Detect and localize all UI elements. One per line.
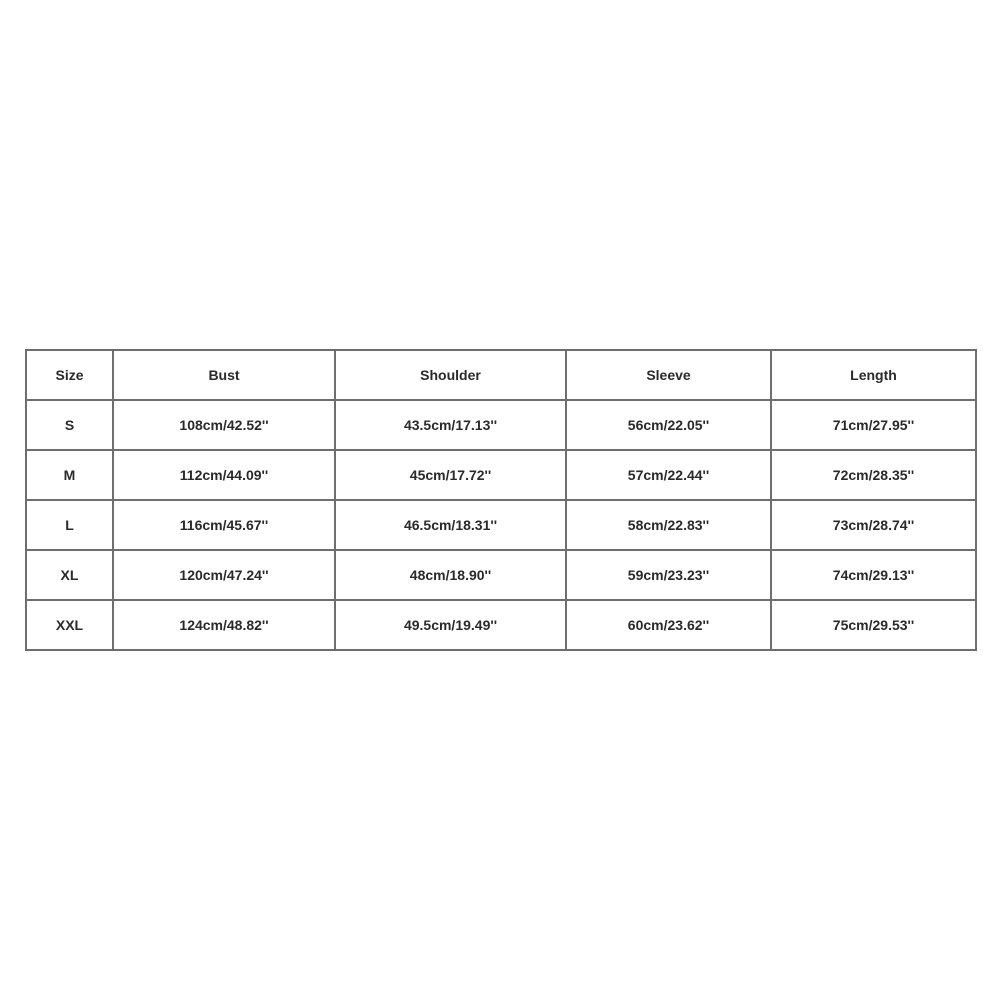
cell-length: 71cm/27.95'' [771,400,976,450]
cell-shoulder: 45cm/17.72'' [335,450,566,500]
cell-size: S [26,400,113,450]
cell-size: XL [26,550,113,600]
table-row [26,600,976,650]
size-chart-table [25,349,977,651]
cell-sleeve: 56cm/22.05'' [566,400,771,450]
cell-length: 73cm/28.74'' [771,500,976,550]
cell-sleeve: 58cm/22.83'' [566,500,771,550]
header-length: Length [771,350,976,400]
cell-length: 72cm/28.35'' [771,450,976,500]
cell-shoulder: 46.5cm/18.31'' [335,500,566,550]
header-bust: Bust [113,350,335,400]
table-row [26,400,976,450]
cell-size: M [26,450,113,500]
cell-sleeve: 60cm/23.62'' [566,600,771,650]
cell-sleeve: 59cm/23.23'' [566,550,771,600]
cell-length: 74cm/29.13'' [771,550,976,600]
table-row [26,450,976,500]
cell-size: L [26,500,113,550]
cell-sleeve: 57cm/22.44'' [566,450,771,500]
cell-bust: 120cm/47.24'' [113,550,335,600]
table-row [26,500,976,550]
table-header-row [26,350,976,400]
cell-shoulder: 48cm/18.90'' [335,550,566,600]
cell-shoulder: 43.5cm/17.13'' [335,400,566,450]
cell-shoulder: 49.5cm/19.49'' [335,600,566,650]
header-sleeve: Sleeve [566,350,771,400]
cell-bust: 112cm/44.09'' [113,450,335,500]
cell-length: 75cm/29.53'' [771,600,976,650]
cell-bust: 116cm/45.67'' [113,500,335,550]
cell-bust: 108cm/42.52'' [113,400,335,450]
header-shoulder: Shoulder [335,350,566,400]
cell-bust: 124cm/48.82'' [113,600,335,650]
table-row [26,550,976,600]
header-size: Size [26,350,113,400]
cell-size: XXL [26,600,113,650]
